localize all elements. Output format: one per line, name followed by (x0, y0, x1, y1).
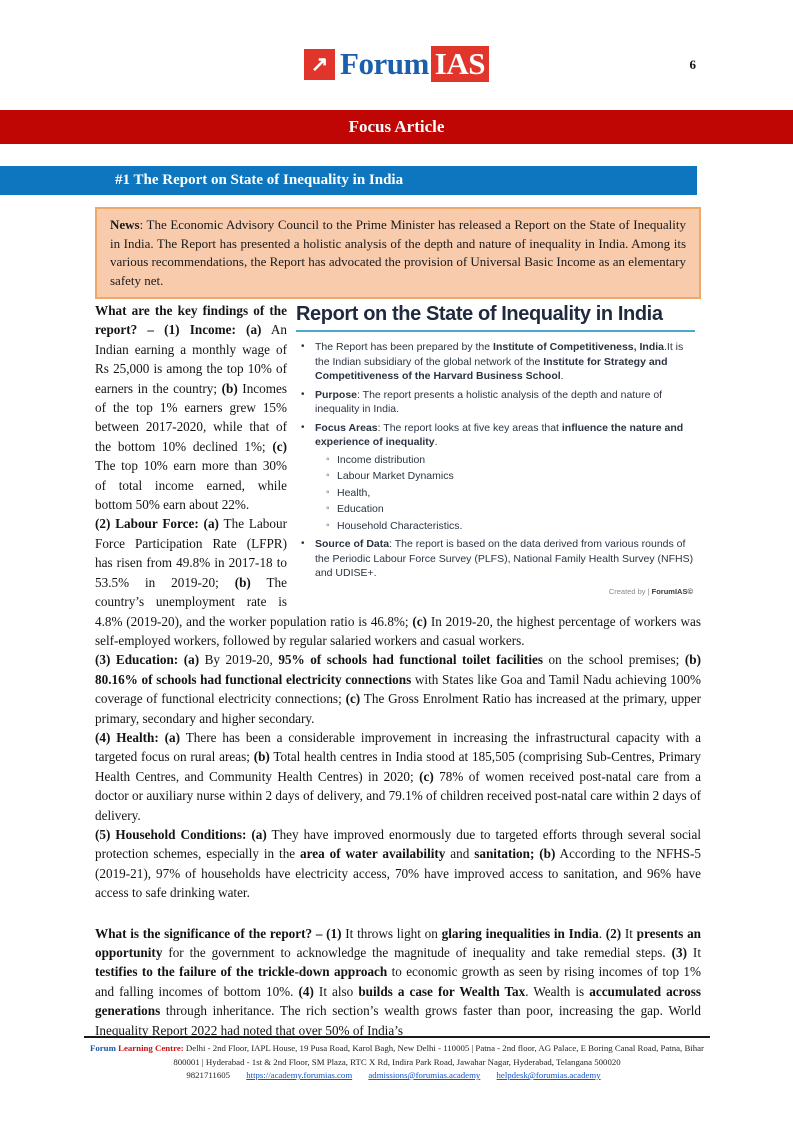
footer-admissions-email-link[interactable]: admissions@forumias.academy (368, 1070, 481, 1080)
footer-website-link[interactable]: https://academy.forumias.com (246, 1070, 353, 1080)
infographic-credit: Created by | ForumIAS© (608, 586, 693, 596)
infographic-focus-areas-sublist (315, 453, 695, 534)
infographic-title: Report on the State of Inequality in India (296, 303, 695, 332)
paragraph-household-conditions: (5) Household Conditions: (a) They have improved enormously due to targeted efforts through several social protection schemes, especially in the area of water availability and sanitation; (b) According to the NFHS-5 (2019-21), 97% of households have electricity access, 70% have improved access to sanitation, and 96% have access to safe drinking water. (95, 826, 701, 901)
logo-forum-text: Forum (340, 46, 429, 81)
paragraph-key-findings-income: What are the key findings of the report? – (1) Income: (a) An Indian earning a monthly wage of Rs 25,000 is among the top 10% of earners in the country; (b) Incomes of the top 1% earners grew 15% between 2017-2020, while that of the bottom 10% declined 1%; (c) The top 10% earn more than 30% of total income earned, while bottom 50% earn about 22%. (95, 303, 288, 513)
focus-area-item: ◦ Health, (337, 486, 695, 501)
logo-arrow-icon: ↗ (304, 49, 335, 80)
article-body (95, 301, 701, 1040)
focus-area-item: ◦ Labour Market Dynamics (337, 469, 695, 484)
infographic-bullet-purpose: • Purpose: The report presents a holistic analysis of the depth and nature of inequality in India. (312, 388, 695, 417)
footer-contact-line (84, 1069, 710, 1083)
header (0, 46, 793, 82)
footer-brand-forum: Forum (90, 1043, 116, 1053)
footer-addresses: Delhi - 2nd Floor, IAPL House, 19 Pusa Road, Karol Bagh, New Delhi - 110005 | Patna - 2nd floor, AG Palace, E Boring Canal Road, Patna, Bihar 800001 | Hyderabad - 1st & 2nd Floor, SM Plaza, RTC X Rd, Indira Park Road, Jawahar Nagar, Hyderabad, Telangana 500020 (173, 1043, 704, 1067)
page-number: 6 (689, 57, 696, 72)
focus-area-item: ◦ Household Characteristics. (337, 519, 695, 534)
focus-area-item: ◦ Income distribution (337, 453, 695, 468)
infographic-report-summary (294, 301, 701, 597)
focus-article-banner: Focus Article (0, 110, 793, 144)
infographic-bullet-prepared-by: • The Report has been prepared by the Institute of Competitiveness, India.It is the Indian subsidiary of the global network of the Institute for Strategy and Competitiveness of the Harvard Business School. (312, 340, 695, 384)
footer-helpdesk-email-link[interactable]: helpdesk@forumias.academy (496, 1070, 601, 1080)
paragraph-significance: What is the significance of the report? – (1) It throws light on glaring inequalities in India. (2) It presents an opportunity for the government to acknowledge the magnitude of inequality and take remedial steps. (3) It testifies to the failure of the trickle-down approach to economic growth as seen by rising incomes of top 1% and falling incomes of bottom 10%. (4) It also builds a case for Wealth Tax. Wealth is accumulated across generations through inheritance. The rich section’s wealth grows faster than poor, increasing the gap. World Inequality Report 2022 had noted that over 50% of India’s (95, 925, 702, 1038)
focus-area-item: ◦ Education (337, 502, 695, 517)
logo-ias-text: IAS (431, 46, 489, 82)
infographic-bullet-list (296, 340, 695, 581)
footer (84, 1036, 710, 1083)
news-box: News: The Economic Advisory Council to the Prime Minister has released a Report on the State of Inequality in India. The Report has presented a holistic analysis of the depth and nature of inequality in India. Among its various recommendations, the Report has advocated the provision of Universal Basic Income as an elementary safety net. (95, 207, 701, 299)
section-title-bar: #1 The Report on State of Inequality in India (0, 166, 697, 195)
footer-address-line (84, 1042, 710, 1069)
paragraph-labour-force: (2) Labour Force: (a) The Labour Force Participation Rate (LFPR) has risen from 49.8% in 2017-18 to 53.5% in 2019-20; (b) The country’s unemployment rate is 4.8% (2019-20), and the worker population ratio is 46.8%; (c) In 2019-20, the highest percentage of workers was self-employed workers, followed by regular salaried workers and casual workers. (95, 516, 701, 648)
footer-phone: 9821711605 (186, 1070, 231, 1080)
infographic-bullet-source-of-data: • Source of Data: The report is based on the data derived from various rounds of the Periodic Labour Force Survey (PLFS), National Family Health Survey (NFHS) and UDISE+. (312, 537, 695, 581)
paragraph-education: (3) Education: (a) By 2019-20, 95% of schools had functional toilet facilities on the school premises; (b) 80.16% of schools had functional electricity connections with States like Goa and Tamil Nadu achieving 100% coverage of functional electricity connections; (c) The Gross Enrolment Ratio has increased at the primary, upper primary, secondary and higher secondary. (95, 652, 701, 726)
infographic-bullet-focus-areas: • Focus Areas: The report looks at five key areas that influence the nature and experience of inequality. ◦ Income distribution ◦ Labour Market Dynamics ◦ Health, ◦ Education ◦ Household Characteristics. (312, 421, 695, 534)
forumias-logo (304, 46, 489, 82)
paragraph-health: (4) Health: (a) There has been a considerable improvement in increasing the infrastructural capacity with a targeted focus on rural areas; (b) Total health centres in India stood at 185,505 (comprising Sub-Centres, Primary Health Centres, and Community Health Centres) in 2020; (c) 78% of women received post-natal care from a doctor or auxiliary nurse within 2 days of delivery, and 79.1% of children received post-natal care within 2 days of delivery. (95, 729, 701, 823)
footer-brand-learning-centre: Learning Centre: (118, 1043, 184, 1053)
